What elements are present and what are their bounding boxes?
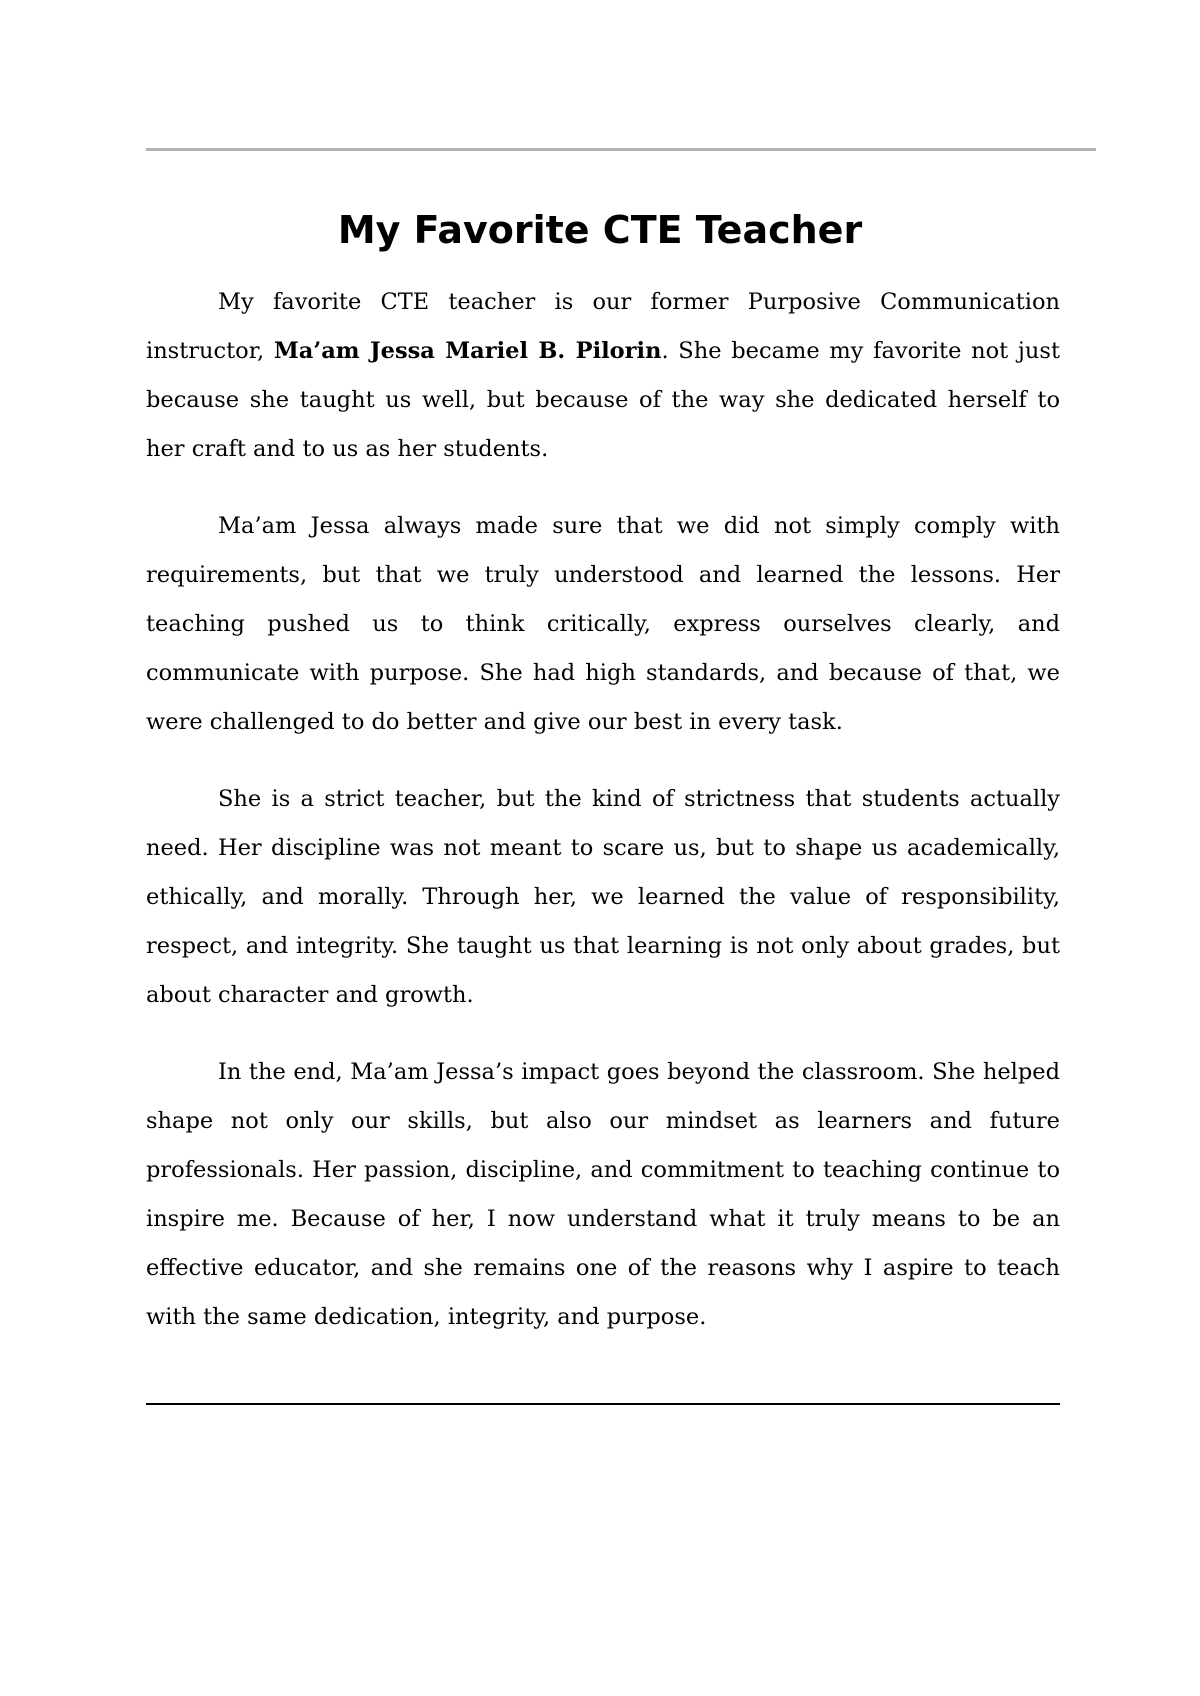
document-body — [146, 278, 1060, 1370]
paragraph-1-intro: My favorite CTE teacher is our former Purposive Communication instructor, — [146, 289, 1060, 364]
paragraph-1-rest: . She became my favorite not just because she taught us well, but because of the way she dedicated herself to her craft and to us as her students. — [146, 338, 1060, 462]
bottom-horizontal-rule — [146, 1403, 1060, 1405]
document-title: My Favorite CTE Teacher — [337, 208, 863, 252]
paragraph-4: In the end, Ma’am Jessa’s impact goes beyond the classroom. She helped shape not only our skills, but also our mindset as learners and future professionals. Her passion, discipline, and commitment to teaching continue to inspire me. Because of her, I now understand what it truly means to be an effective educator, and she remains one of the reasons why I aspire to teach with the same dedication, integrity, and purpose. — [146, 1059, 1060, 1330]
paragraph-2: Ma’am Jessa always made sure that we did not simply comply with requirements, but that we truly understood and learned the lessons. Her teaching pushed us to think critically, express ourselves clearly, and communicate with purpose. She had high standards, and because of that, we were challenged to do better and give our best in every task. — [146, 513, 1060, 735]
paragraph-3: She is a strict teacher, but the kind of strictness that students actually need. Her discipline was not meant to scare us, but to shape us academically, ethically, and morally. Through her, we learned the value of responsibility, respect, and integrity. She taught us that learning is not only about grades, but about character and growth. — [146, 786, 1060, 1008]
teacher-name: Ma’am Jessa Mariel B. Pilorin — [273, 338, 662, 364]
paragraph-1 — [146, 278, 1060, 474]
top-horizontal-rule — [146, 148, 1096, 151]
